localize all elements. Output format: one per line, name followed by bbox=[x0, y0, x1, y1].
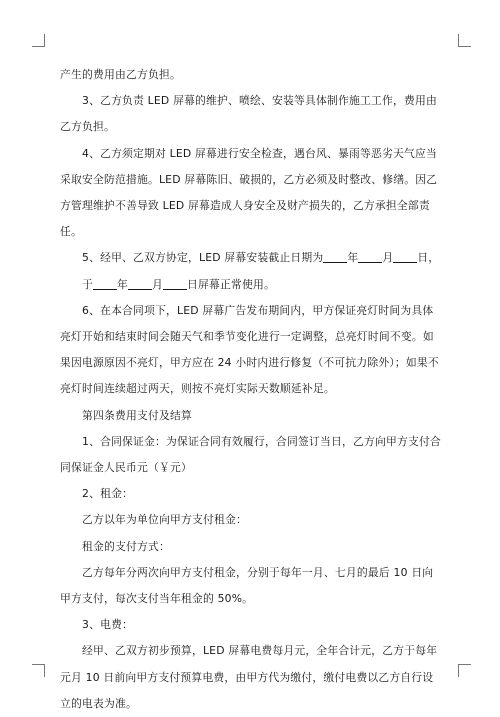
start-date-prefix: 于 bbox=[82, 277, 93, 291]
month-label: 月 bbox=[152, 277, 163, 291]
crop-mark-top-left bbox=[32, 34, 45, 47]
day-label: 日， bbox=[417, 251, 440, 265]
crop-mark-bottom-left bbox=[32, 664, 45, 677]
paragraph-clause-5-install-date bbox=[60, 245, 444, 271]
month-blank bbox=[358, 250, 382, 263]
year-label: 年 bbox=[347, 251, 359, 265]
month-label: 月 bbox=[382, 251, 394, 265]
day-blank bbox=[163, 277, 187, 290]
paragraph-rent-schedule: 乙方每年分两次向甲方支付租金，分别于每年一月、七月的最后 10 日向甲方支付，每次支付当年租金的 50%。 bbox=[60, 565, 434, 606]
paragraph-clause-3-maintenance: 3、乙方负责 LED 屏幕的维护、喷绘、安装等具体制作施工工作，费用由乙方负担。 bbox=[60, 94, 437, 134]
crop-mark-top-right bbox=[458, 34, 471, 47]
paragraph-clause-5-start-date bbox=[60, 272, 444, 298]
paragraph-electricity-budget: 经甲、乙双方初步预算，LED 屏幕电费每月元，全年合计元，乙方于每年元月 10 日前向甲方支付预算电费，由甲方代为缴付，缴付电费以乙方自行设立的电表为准。 bbox=[60, 644, 438, 710]
section-heading-article-4: 第四条费用支付及结算 bbox=[82, 408, 192, 422]
paragraph-electricity-heading: 3、电费： bbox=[82, 618, 134, 632]
month-blank bbox=[128, 277, 152, 290]
paragraph-rent-method: 租金的支付方式： bbox=[82, 539, 170, 553]
paragraph-clause-4-safety: 4、乙方须定期对 LED 屏幕进行安全检查，遇台风、暴雨等恶劣天气应当采取安全防范措施。LED 屏幕陈旧、破损的，乙方必须及时整改、修缮。因乙方管理维护不善导致 LED 屏幕造成人身安全及财产损失的，乙方承担全部责任。 bbox=[60, 146, 438, 239]
day-label: 日屏幕正常使用。 bbox=[187, 277, 275, 291]
paragraph-rent-annual: 乙方以年为单位向甲方支付租金： bbox=[82, 513, 247, 527]
paragraph-clause-6-lighting: 6、在本合同项下，LED 屏幕广告发布期间内，甲方保证亮灯时间为具体亮灯开始和结束时间会随天气和季节变化进行一定调整，总亮灯时间不变。如果因电源原因不亮灯，甲方应在 24 小时内进行修复（不可抗力除外）；如果不亮灯时间连续超过两天，则按不亮灯实际天数顺延补足。 bbox=[60, 303, 439, 396]
install-deadline-prefix: 5、经甲、乙双方协定，LED 屏幕安装截止日期为 bbox=[82, 251, 324, 265]
day-blank bbox=[393, 250, 417, 263]
year-blank bbox=[323, 250, 347, 263]
document-body bbox=[60, 62, 444, 717]
crop-mark-bottom-right bbox=[458, 664, 471, 677]
paragraph-cost-continuation: 产生的费用由乙方负担。 bbox=[60, 68, 181, 81]
year-label: 年 bbox=[117, 277, 128, 291]
paragraph-rent-heading: 2、租金： bbox=[82, 487, 134, 501]
paragraph-deposit: 1、合同保证金：为保证合同有效履行，合同签订当日，乙方向甲方支付合同保证金人民币元（￥元） bbox=[60, 434, 441, 475]
year-blank bbox=[93, 277, 117, 290]
